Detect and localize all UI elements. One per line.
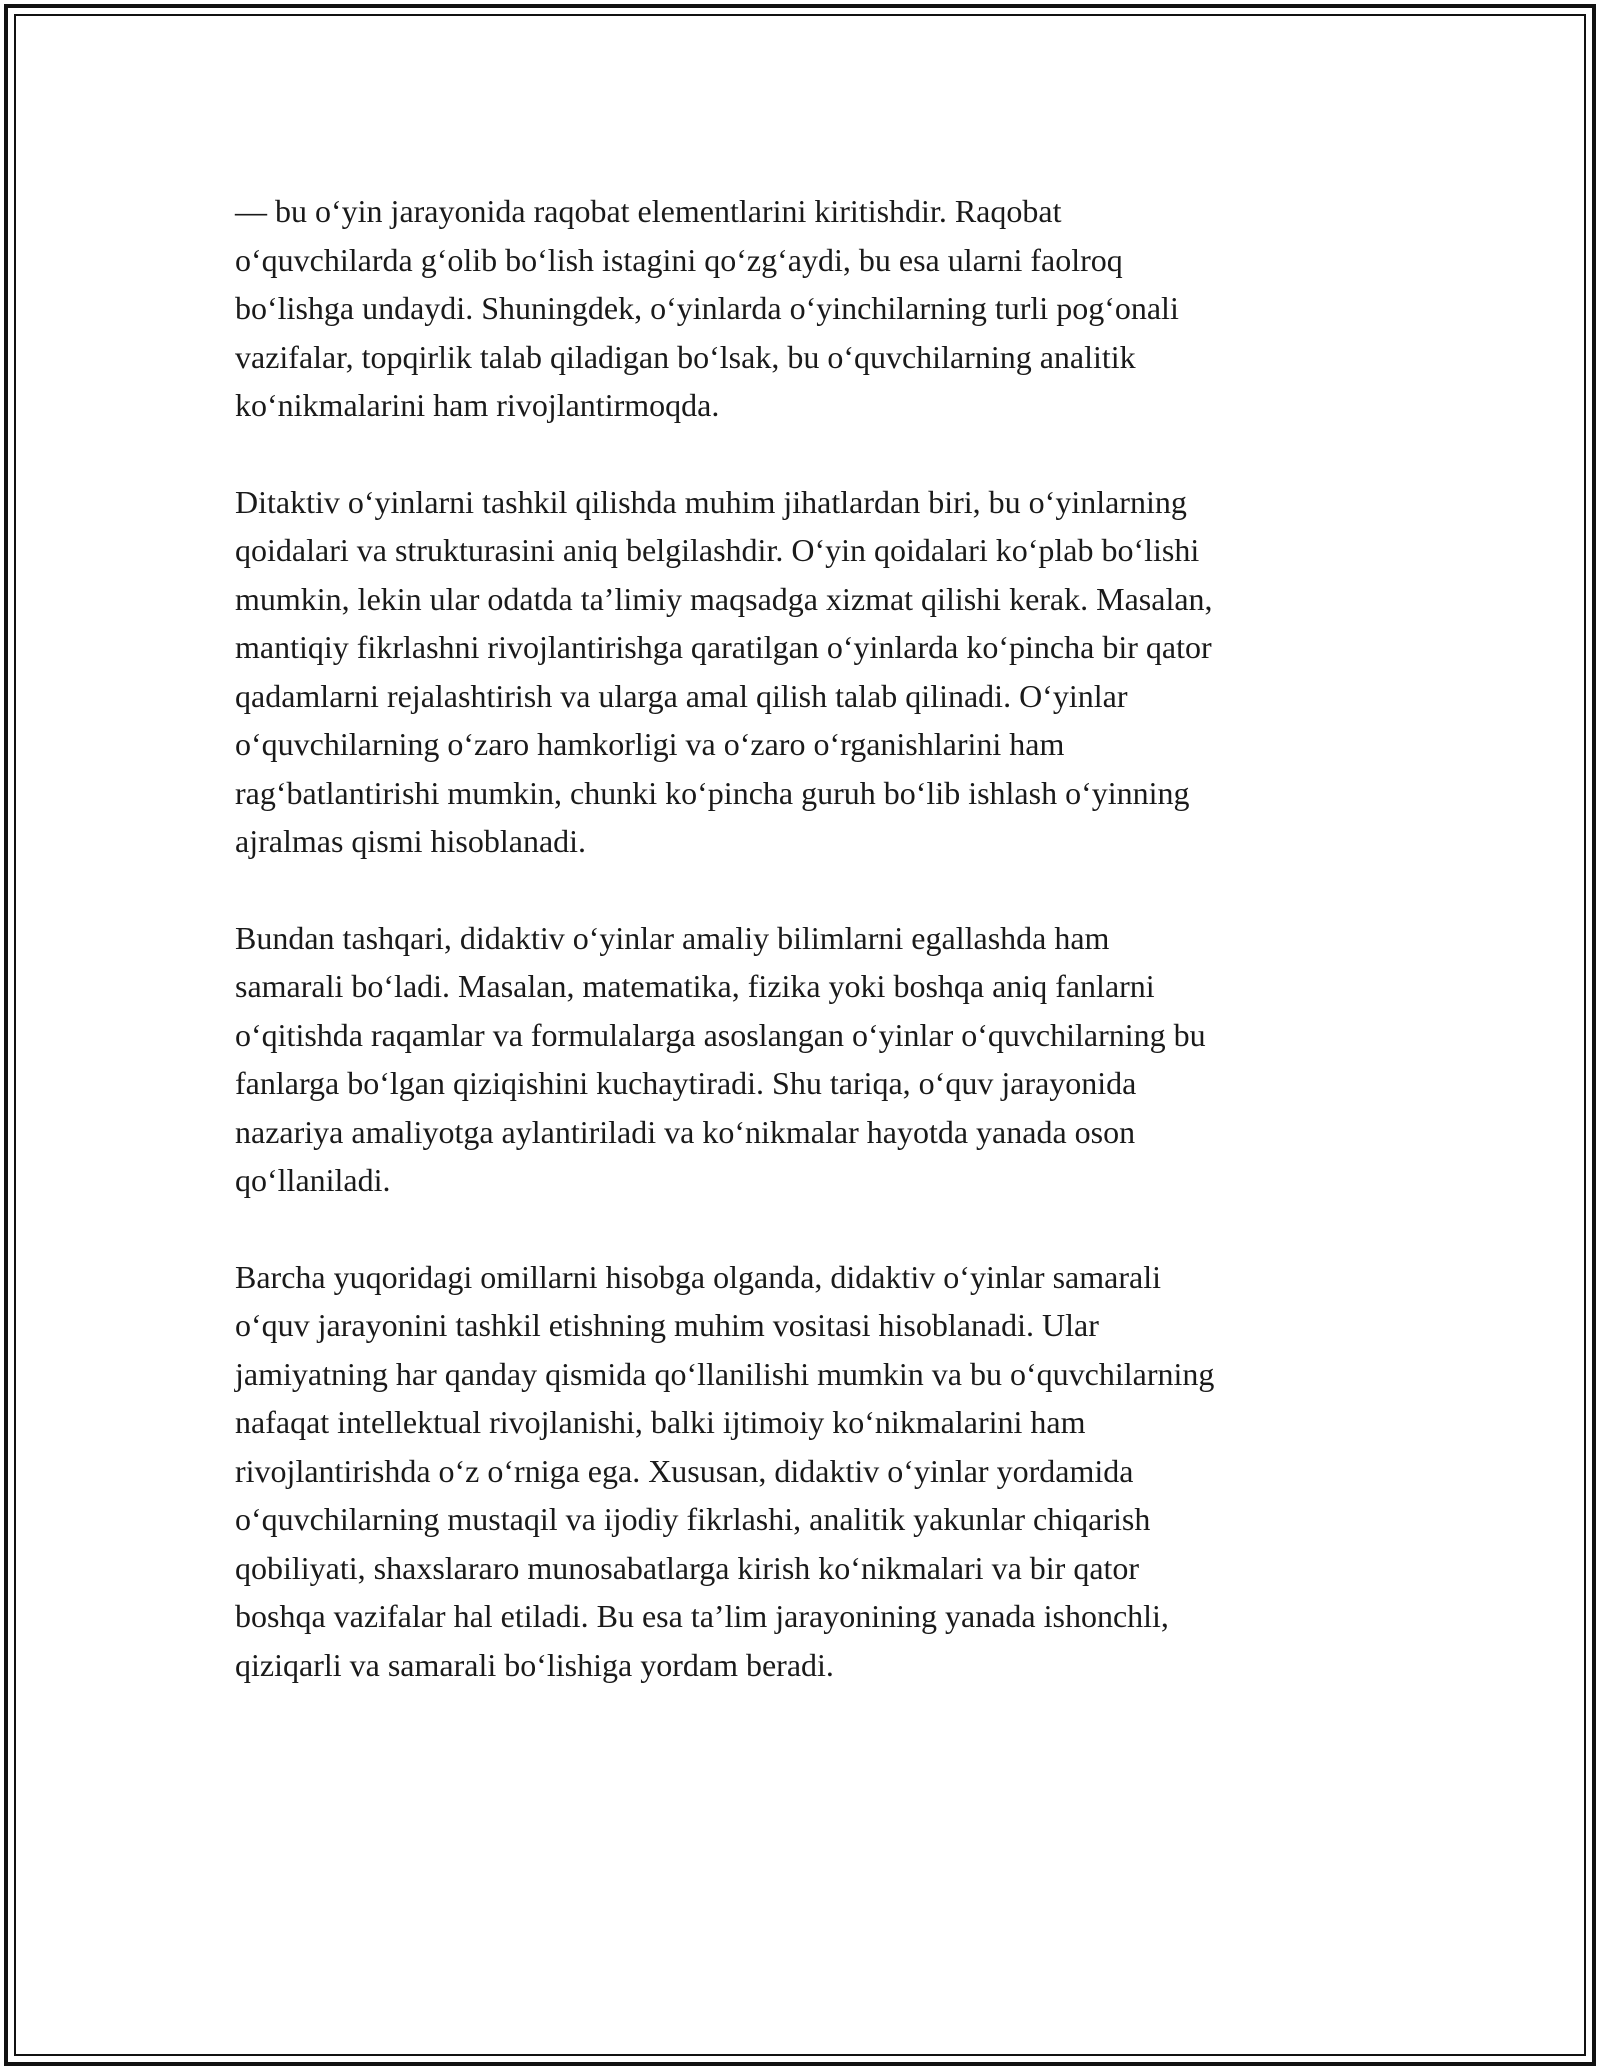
paragraph-4: Barcha yuqoridagi omillarni hisobga olganda, didaktiv o‘yinlar samarali o‘quv jarayonini tashkil etishning muhim vositasi hisoblanadi. Ular jamiyatning har qanday qismida qo‘llanilishi mumkin va bu o‘quvchilarning nafaqat intellektual rivojlanishi, balki ijtimoiy ko‘nikmalarini ham rivojlantirishda o‘z o‘rniga ega. Xususan, didaktiv o‘yinlar yordamida o‘quvchilarning mustaqil va ijodiy fikrlashi, analitik yakunlar chiqarish qobiliyati, shaxslararo munosabatlarga kirish ko‘nikmalari va bir qator boshqa vazifalar hal etiladi. Bu esa ta’lim jarayonining yanada ishonchli, qiziqarli va samarali bo‘lishiga yordam beradi. [235, 1258, 1215, 1683]
document-body [235, 187, 1375, 1737]
paragraph-2: Ditaktiv o‘yinlarni tashkil qilishda muhim jihatlardan biri, bu o‘yinlarning qoidalari va strukturasini aniq belgilashdir. O‘yin qoidalari ko‘plab bo‘lishi mumkin, lekin ular odatda ta’limiy maqsadga xizmat qilishi kerak. Masalan, mantiqiy fikrlashni rivojlantirishga qaratilgan o‘yinlarda ko‘pincha bir qator qadamlarni rejalashtirish va ularga amal qilish talab qilinadi. O‘yinlar o‘quvchilarning o‘zaro hamkorligi va o‘zaro o‘rganishlarini ham rag‘batlantirishi mumkin, chunki ko‘pincha guruh bo‘lib ishlash o‘yinning ajralmas qismi hisoblanadi. [235, 483, 1213, 859]
paragraph-3: Bundan tashqari, didaktiv o‘yinlar amaliy bilimlarni egallashda ham samarali bo‘ladi. Masalan, matematika, fizika yoki boshqa aniq fanlarni o‘qitishda raqamlar va formulalarga asoslangan o‘yinlar o‘quvchilarning bu fanlarga bo‘lgan qiziqishini kuchaytiradi. Shu tariqa, o‘quv jarayonida nazariya amaliyotga aylantiriladi va ko‘nikmalar hayotda yanada oson qo‘llaniladi. [235, 919, 1206, 1198]
paragraph-1: — bu o‘yin jarayonida raqobat elementlarini kiritishdir. Raqobat o‘quvchilarda g‘olib bo‘lish istagini qo‘zg‘aydi, bu esa ularni faolroq bo‘lishga undaydi. Shuningdek, o‘yinlarda o‘yinchilarning turli pog‘onali vazifalar, topqirlik talab qiladigan bo‘lsak, bu o‘quvchilarning analitik ko‘nikmalarini ham rivojlantirmoqda. [235, 193, 1179, 423]
